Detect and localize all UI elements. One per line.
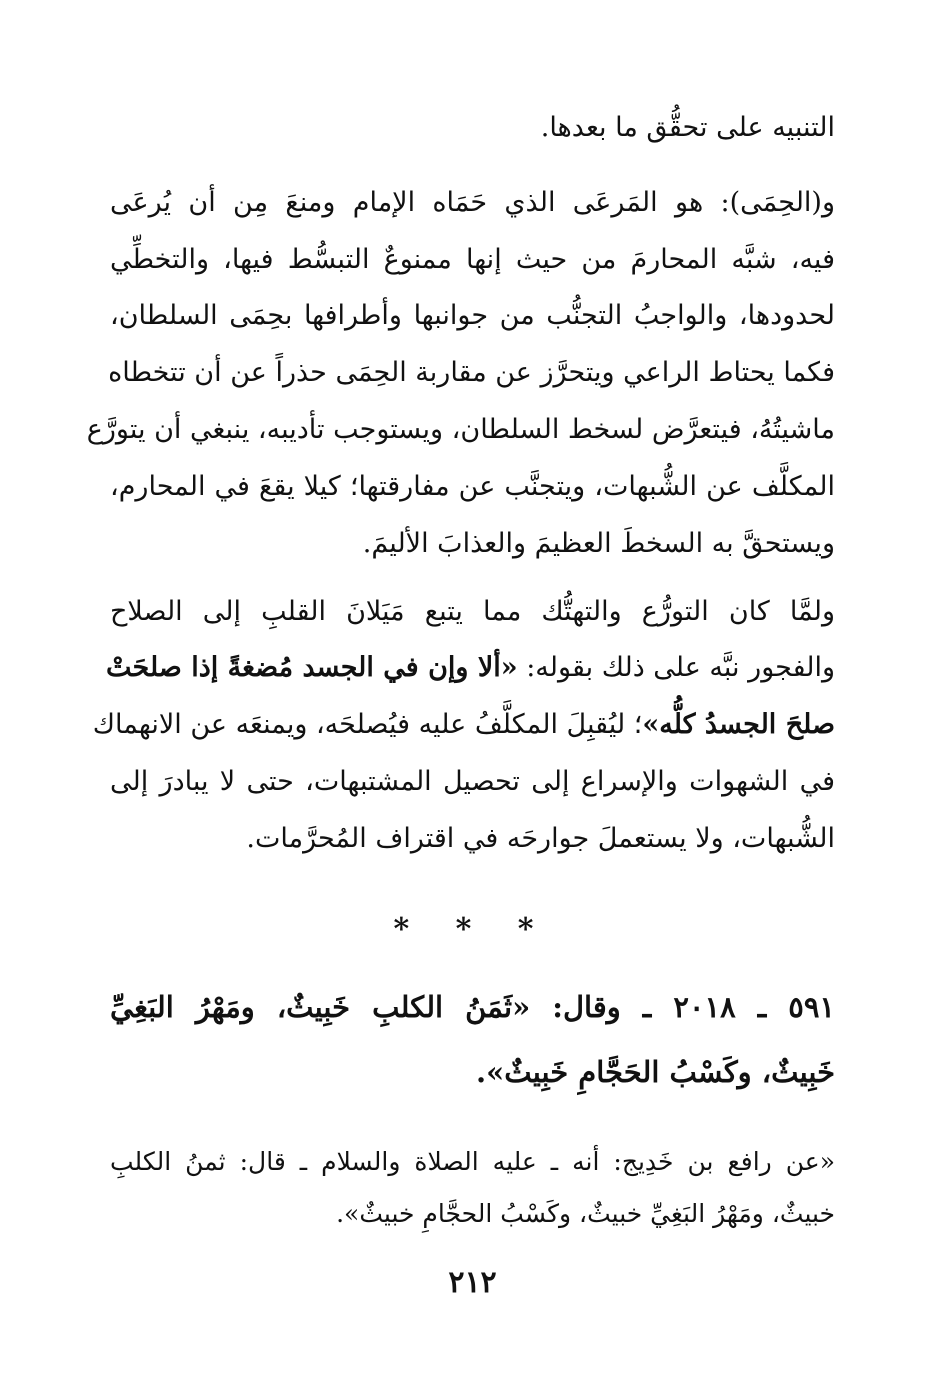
hadith-heading-line-1: ٥٩١ ـ ٢٠١٨ ـ وقال: «ثَمَنُ الكلبِ خَبِيثٌ، ومَهْرُ البَغِيِّ	[110, 990, 835, 1024]
document-page	[86, 0, 835, 1373]
hadith-quote-part-1: «ألا وإن في الجسد مُضغةً إذا صلحَتْ	[106, 652, 518, 683]
text-line-8: ويستحقَّ به السخطَ العظيمَ والعذابَ الأليمَ.	[362, 528, 835, 559]
narration-line-1: «عن رافع بن خَدِيج: أنه ـ عليه الصلاة والسلام ـ قال: ثمنُ الكلبِ	[110, 1147, 835, 1176]
text-line-7: المكلَّف عن الشُّبهات، ويتجنَّب عن مفارقتها؛ كيلا يقعَ في المحارم،	[110, 471, 835, 502]
page-number: ٢١٢	[448, 1265, 497, 1300]
section-separator: * * *	[393, 912, 552, 947]
text-line-11	[92, 703, 835, 747]
text-line-12: في الشهوات والإسراع إلى تحصيل المشتبهات، حتى لا يبادرَ إلى	[110, 766, 835, 797]
hadith-heading-line-2: خَبِيثٌ، وكَسْبُ الحَجَّامِ خَبِيثٌ».	[476, 1055, 835, 1089]
text-line-11-plain: ؛ ليُقبِلَ المكلَّفُ عليه فيُصلحَه، ويمنعَه عن الانهماك	[92, 709, 643, 740]
text-line-6: ماشيتُهُ، فيتعرَّض لسخط السلطان، ويستوجب تأديبه، ينبغي أن يتورَّع	[86, 414, 835, 445]
text-line-5: فكما يحتاط الراعي ويتحرَّز عن مقاربة الحِمَى حذراً عن أن تتخطاه	[108, 357, 835, 388]
narration-line-2: خبيثٌ، ومَهْرُ البَغِيِّ خبيثٌ، وكَسْبُ الحجَّامِ خبيثٌ».	[336, 1199, 835, 1228]
text-line-3: فيه، شبَّه المحارمَ من حيث إنها ممنوعٌ التبسُّط فيها، والتخطِّي	[110, 244, 835, 275]
text-line-9: ولمَّا كان التورُّع والتهتُّك مما يتبع مَيَلانَ القلبِ إلى الصلاح	[110, 596, 835, 627]
text-line-4: لحدودها، والواجبُ التجنُّب من جوانبها وأطرافها بحِمَى السلطان،	[110, 300, 835, 331]
text-line-2: و(الحِمَى): هو المَرعَى الذي حَمَاه الإمام ومنعَ مِن أن يُرعَى	[110, 187, 835, 218]
text-line-10-plain: والفجور نبَّه على ذلك بقوله:	[517, 652, 835, 683]
text-line-10	[106, 646, 835, 690]
text-line-13: الشُّبهات، ولا يستعملَ جوارحَه في اقتراف المُحرَّمات.	[246, 823, 835, 854]
hadith-quote-part-2: صلحَ الجسدُ كلُّه»	[642, 709, 835, 740]
text-line-1: التنبيه على تحقُّق ما بعدها.	[540, 112, 835, 143]
